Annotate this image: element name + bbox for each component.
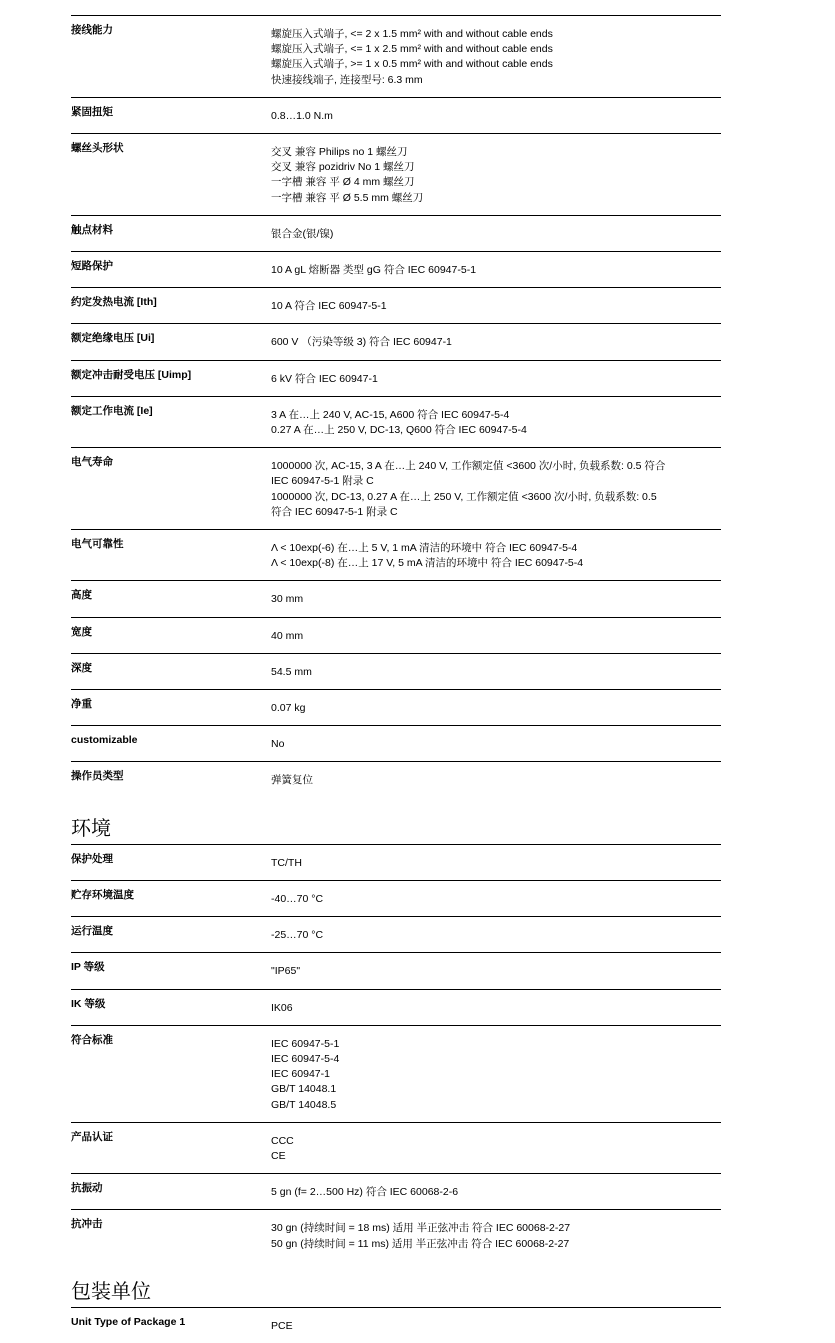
spec-row	[71, 251, 721, 287]
spec-value-line: 30 gn (持续时间 = 18 ms) 适用 半正弦冲击 符合 IEC 60068-2-27	[271, 1222, 571, 1235]
spec-label: 抗冲击	[71, 1218, 103, 1231]
spec-row	[71, 360, 721, 396]
spec-value	[271, 368, 721, 387]
spec-value-line: CE	[271, 1149, 286, 1162]
spec-value	[271, 697, 721, 716]
spec-value	[271, 924, 721, 943]
spec-value-line: 10 A gL 熔断器 类型 gG 符合 IEC 60947-5-1	[271, 264, 477, 277]
spec-value-line: 符合 IEC 60947-5-1 附录 C	[271, 505, 398, 518]
spec-value	[271, 404, 721, 438]
spec-row	[71, 15, 721, 97]
spec-label: 短路保护	[71, 260, 113, 273]
spec-row	[71, 916, 721, 952]
spec-value-line: GB/T 14048.5	[271, 1098, 337, 1111]
spec-value-line: 30 mm	[271, 593, 304, 606]
spec-row	[71, 725, 721, 761]
spec-value-line: 50 gn (持续时间 = 11 ms) 适用 半正弦冲击 符合 IEC 60068-2-27	[271, 1237, 570, 1250]
spec-value	[271, 455, 721, 520]
spec-value	[271, 625, 721, 644]
spec-value	[271, 960, 721, 979]
spec-row	[71, 287, 721, 323]
spec-value	[271, 852, 721, 871]
spec-value-line: 40 mm	[271, 629, 304, 642]
spec-label: 产品认证	[71, 1130, 113, 1143]
spec-label: 高度	[71, 589, 92, 602]
spec-row	[71, 396, 721, 447]
spec-value-line: IK06	[271, 1001, 293, 1014]
spec-row	[71, 617, 721, 653]
spec-value-line: Λ < 10exp(-6) 在…上 5 V, 1 mA 清洁的环境中 符合 IEC 60947-5-4	[271, 542, 578, 555]
spec-label: Unit Type of Package 1	[71, 1315, 186, 1328]
spec-row	[71, 97, 721, 133]
spec-value	[271, 888, 721, 907]
spec-value-line: 10 A 符合 IEC 60947-5-1	[271, 300, 387, 313]
spec-value-line: Λ < 10exp(-8) 在…上 17 V, 5 mA 清洁的环境中 符合 IEC 60947-5-4	[271, 557, 584, 570]
spec-label: 贮存环境温度	[71, 888, 134, 901]
spec-value	[271, 537, 721, 571]
spec-label: 电气可靠性	[71, 538, 124, 551]
spec-sheet	[71, 15, 721, 1343]
spec-value	[271, 769, 721, 788]
spec-label: 宽度	[71, 625, 92, 638]
spec-label: 紧固扭矩	[71, 105, 113, 118]
spec-value	[271, 259, 721, 278]
spec-value-line: 3 A 在…上 240 V, AC-15, A600 符合 IEC 60947-5-4	[271, 408, 510, 421]
spec-value-line: 0.27 A 在…上 250 V, DC-13, Q600 符合 IEC 60947-5-4	[271, 424, 527, 437]
spec-value	[271, 141, 721, 206]
spec-value	[271, 295, 721, 314]
spec-row	[71, 1307, 721, 1343]
spec-value	[271, 331, 721, 350]
spec-value-line: GB/T 14048.1	[271, 1083, 337, 1096]
spec-label: 操作员类型	[71, 770, 124, 783]
spec-value	[271, 733, 721, 752]
spec-value-line: 0.07 kg	[271, 702, 306, 715]
spec-value-line: 1000000 次, DC-13, 0.27 A 在…上 250 V, 工作额定值 <3600 次/小时, 负载系数: 0.5	[271, 490, 657, 503]
spec-row	[71, 447, 721, 529]
spec-row	[71, 1173, 721, 1209]
spec-label: 运行温度	[71, 925, 113, 938]
spec-value-line: 交叉 兼容 Philips no 1 螺丝刀	[271, 146, 408, 159]
spec-row	[71, 653, 721, 689]
spec-row	[71, 215, 721, 251]
spec-value	[271, 1217, 721, 1251]
spec-value-line: "IP65"	[271, 965, 301, 978]
spec-label: 深度	[71, 661, 92, 674]
spec-value-line: 一字槽 兼容 平 Ø 5.5 mm 螺丝刀	[271, 191, 424, 204]
spec-row	[71, 133, 721, 215]
spec-row	[71, 529, 721, 580]
spec-value-line: 交叉 兼容 pozidriv No 1 螺丝刀	[271, 161, 415, 174]
spec-label: 保护处理	[71, 852, 113, 865]
spec-value	[271, 105, 721, 124]
spec-label: 抗振动	[71, 1182, 103, 1195]
spec-label: 螺丝头形状	[71, 142, 124, 155]
spec-row	[71, 880, 721, 916]
spec-row	[71, 761, 721, 797]
spec-value-line: 600 V （污染等级 3) 符合 IEC 60947-1	[271, 336, 452, 349]
spec-value-line: 弹簧复位	[271, 774, 313, 787]
spec-label: 约定发热电流 [Ith]	[71, 296, 157, 309]
spec-value-line: PCE	[271, 1319, 293, 1332]
spec-label: 接线能力	[71, 24, 113, 36]
spec-row	[71, 844, 721, 880]
spec-value-line: IEC 60947-5-4	[271, 1052, 340, 1065]
spec-label: 符合标准	[71, 1033, 113, 1046]
spec-value-line: IEC 60947-5-1 附录 C	[271, 475, 374, 488]
spec-label: IP 等级	[71, 961, 105, 974]
spec-row	[71, 323, 721, 359]
spec-value	[271, 223, 721, 242]
spec-value-line: 一字槽 兼容 平 Ø 4 mm 螺丝刀	[271, 176, 415, 189]
spec-value	[271, 1181, 721, 1200]
spec-row	[71, 1209, 721, 1260]
spec-label: 额定冲击耐受电压 [Uimp]	[71, 368, 192, 381]
spec-label: 触点材料	[71, 223, 113, 236]
spec-value	[271, 23, 721, 88]
spec-row	[71, 1122, 721, 1173]
spec-value-line: 0.8…1.0 N.m	[271, 109, 333, 122]
spec-value-line: No	[271, 738, 285, 751]
spec-value-line: 6 kV 符合 IEC 60947-1	[271, 372, 378, 385]
spec-value-line: CCC	[271, 1134, 294, 1147]
spec-value-line: IEC 60947-5-1	[271, 1037, 340, 1050]
section-title: 环境	[71, 817, 111, 840]
spec-label: 净重	[71, 698, 92, 711]
spec-value-line: 螺旋压入式端子, >= 1 x 0.5 mm² with and without cable ends	[271, 58, 553, 71]
spec-value	[271, 1315, 721, 1334]
spec-value	[271, 588, 721, 607]
spec-value-line: 银合金(银/镍)	[271, 227, 334, 240]
spec-value-line: 54.5 mm	[271, 665, 312, 678]
spec-value-line: -25…70 °C	[271, 929, 324, 942]
spec-row	[71, 989, 721, 1025]
spec-row	[71, 580, 721, 616]
spec-value-line: 5 gn (f= 2…500 Hz) 符合 IEC 60068-2-6	[271, 1186, 459, 1199]
spec-value-line: 1000000 次, AC-15, 3 A 在…上 240 V, 工作额定值 <3600 次/小时, 负载系数: 0.5 符合	[271, 460, 666, 473]
spec-row	[71, 689, 721, 725]
spec-value	[271, 661, 721, 680]
spec-value	[271, 1033, 721, 1113]
spec-label: 额定工作电流 [Ie]	[71, 404, 153, 417]
spec-value-line: 螺旋压入式端子, <= 2 x 1.5 mm² with and without cable ends	[271, 28, 553, 40]
spec-value	[271, 1130, 721, 1164]
section-title: 包装单位	[71, 1280, 151, 1303]
spec-value-line: 螺旋压入式端子, <= 1 x 2.5 mm² with and without cable ends	[271, 43, 553, 56]
spec-value-line: 快速接线端子, 连接型号: 6.3 mm	[271, 73, 423, 86]
spec-row	[71, 1025, 721, 1122]
spec-value-line: TC/TH	[271, 856, 302, 869]
spec-value	[271, 997, 721, 1016]
spec-row	[71, 952, 721, 988]
spec-label: IK 等级	[71, 997, 106, 1010]
spec-label: 额定绝缘电压 [Ui]	[71, 332, 155, 345]
spec-value-line: -40…70 °C	[271, 892, 324, 905]
spec-label: 电气寿命	[71, 456, 113, 469]
spec-value-line: IEC 60947-1	[271, 1068, 330, 1081]
spec-label: customizable	[71, 734, 138, 747]
